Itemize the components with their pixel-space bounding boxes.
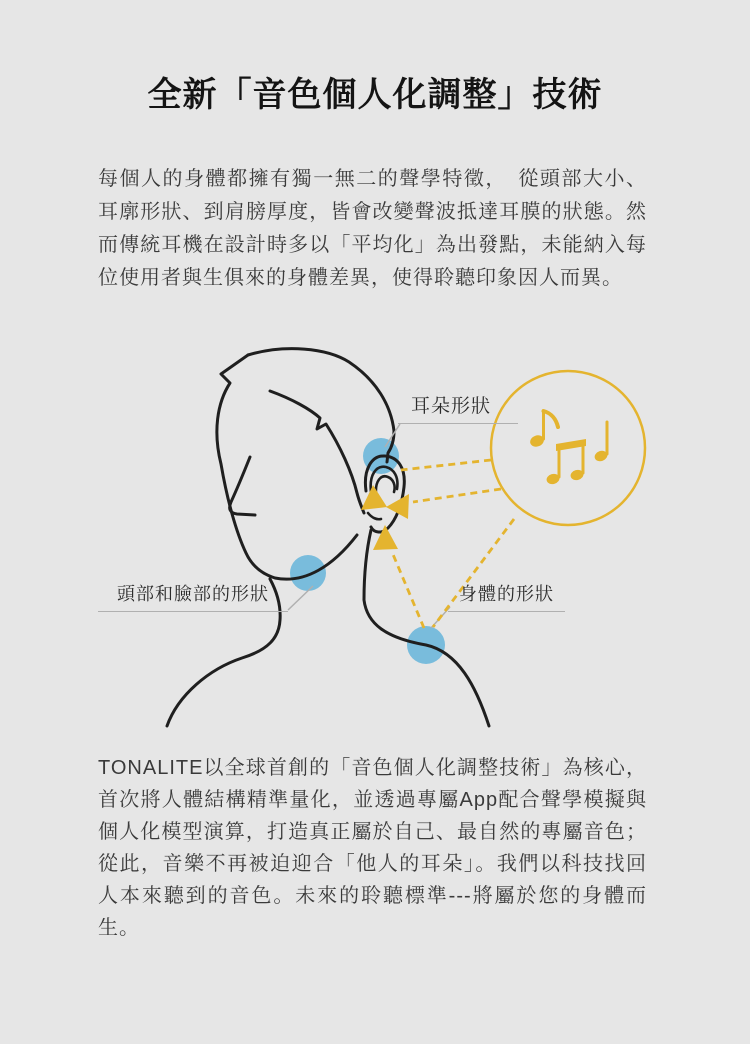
label-ear-shape: 耳朵形狀 xyxy=(398,394,518,424)
acoustic-diagram xyxy=(0,335,750,745)
label-body-shape: 身體的形狀 xyxy=(448,582,565,612)
label-head-face-shape: 頭部和臉部的形狀 xyxy=(98,582,288,612)
closing-paragraph: TONALITE以全球首創的「音色個人化調整技術」為核心，首次將人體結構精準量化，並透過專屬App配合聲學模擬與個人化模型演算，打造真正屬於自己、最自然的專屬音色；從此，音樂不再被迫迎合「他人的耳朵」。我們以科技找回人本來聽到的音色。未來的聆聽標準---將屬於您的身體而生。 xyxy=(98,757,647,939)
intro-paragraph: 每個人的身體都擁有獨一無二的聲學特徵， 從頭部大小、耳廓形狀、到肩膀厚度，皆會改變聲波抵達耳膜的狀態。然而傳統耳機在設計時多以「平均化」為出發點，未能納入每位使用者與生俱來的身體差異，使得聆聽印象因人而異。 xyxy=(98,168,647,289)
page-title: 全新「音色個人化調整」技術 xyxy=(147,77,603,114)
diagram-canvas xyxy=(0,335,750,745)
arrow-into-ear-bottom xyxy=(373,525,398,550)
highlight-circle-jaw xyxy=(290,555,326,591)
music-notes-icon xyxy=(529,411,609,486)
